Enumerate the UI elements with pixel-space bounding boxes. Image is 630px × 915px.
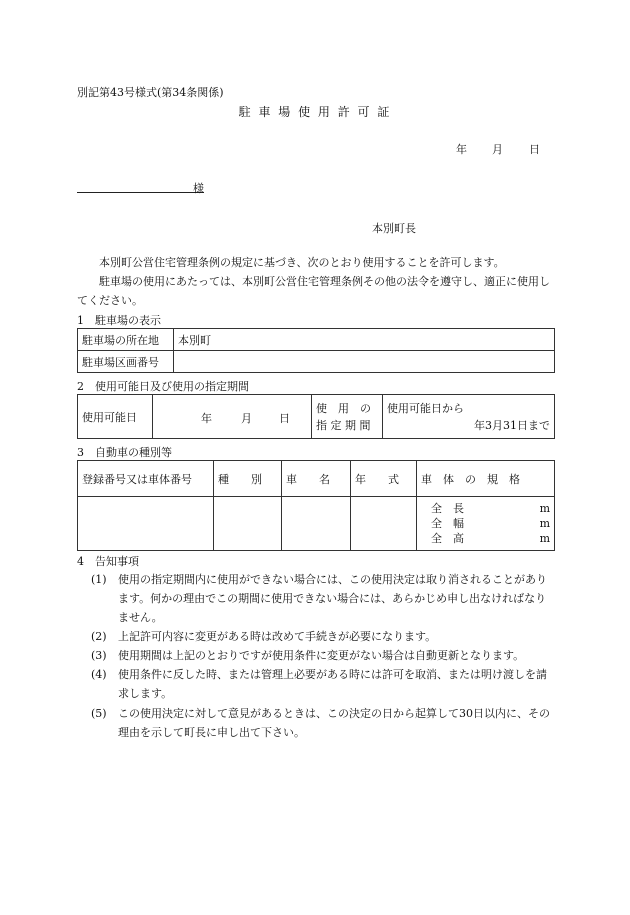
dimension-length: 全 長 m <box>431 502 550 515</box>
start-day: 日 <box>279 411 290 425</box>
form-reference: 別記第43号様式(第34条関係) <box>77 86 224 99</box>
section1-heading: 1 駐車場の表示 <box>77 314 161 327</box>
start-year: 年 <box>201 411 212 425</box>
notice-item-number: (3) <box>91 649 107 662</box>
header-car-name: 車 名 <box>282 461 351 497</box>
date-year: 年 <box>456 143 467 156</box>
notice-item-3 <box>91 646 556 665</box>
notice-item-number: (1) <box>91 573 107 586</box>
start-date-label: 使用可能日 <box>78 395 153 439</box>
period-label <box>312 395 383 439</box>
header-model-year: 年 式 <box>351 461 417 497</box>
registration-number-cell <box>78 497 214 551</box>
period-value-line1: 使用可能日から <box>387 401 464 415</box>
notice-item-number: (4) <box>91 668 107 681</box>
usage-period-table <box>77 394 555 439</box>
header-registration-number: 登録番号又は車体番号 <box>78 461 214 497</box>
date-month: 月 <box>492 143 503 156</box>
notice-item-text: この使用決定に対して意見があるときは、この決定の日から起算して30日以内に、その理由を示して町長に申し出て下さい。 <box>118 707 550 739</box>
notice-item-text: 使用条件に反した時、または管理上必要がある時には許可を取消、または明け渡しを請求します。 <box>118 668 547 700</box>
dimension-height: 全 高 m <box>431 532 550 545</box>
location-value: 本別町 <box>174 329 555 351</box>
model-year-cell <box>351 497 417 551</box>
vehicle-table <box>77 460 555 551</box>
header-type: 種 別 <box>214 461 282 497</box>
lot-number-value <box>174 351 555 373</box>
dimension-width: 全 幅 m <box>431 517 550 530</box>
dimensions-cell <box>417 497 555 551</box>
notice-item-1 <box>91 570 556 627</box>
section2-heading: 2 使用可能日及び使用の指定期間 <box>77 380 249 393</box>
notice-item-text: 上記許可内容に変更がある時は改めて手続きが必要になります。 <box>118 630 437 643</box>
lot-number-label: 駐車場区画番号 <box>78 351 174 373</box>
notice-item-text: 使用の指定期間内に使用ができない場合には、この使用決定は取り消されることがあります。何かの理由でこの期間に使用できない場合には、あらかじめ申し出なければなりません。 <box>118 573 547 624</box>
notice-item-text: 使用期間は上記のとおりですが使用条件に変更がない場合は自動更新となります。 <box>118 649 525 662</box>
header-vehicle-dimensions: 車 体 の 規 格 <box>417 461 555 497</box>
period-label-line1: 使 用 の <box>316 401 371 415</box>
notice-item-number: (2) <box>91 630 107 643</box>
notice-item-5 <box>91 704 556 742</box>
issuer: 本別町長 <box>372 222 416 235</box>
parking-location-table <box>77 328 555 373</box>
body-paragraph-2: 駐車場の使用にあたっては、本別町公営住宅管理条例その他の法令を遵守し、適正に使用してください。 <box>77 275 550 307</box>
document-title: 駐 車 場 使 用 許 可 証 <box>238 105 392 119</box>
section3-heading: 3 自動車の種別等 <box>77 446 172 459</box>
period-value-line2: 年3月31日まで <box>474 418 550 432</box>
notice-item-2 <box>91 627 556 646</box>
addressee-suffix: 様 <box>193 182 204 195</box>
car-name-cell <box>282 497 351 551</box>
body-paragraph-1: 本別町公営住宅管理条例の規定に基づき、次のとおり使用することを許可します。 <box>99 256 505 269</box>
notice-item-4 <box>91 665 556 703</box>
start-month: 月 <box>241 411 252 425</box>
addressee-line <box>77 192 204 193</box>
location-label: 駐車場の所在地 <box>78 329 174 351</box>
period-value <box>383 395 555 439</box>
start-date-value <box>153 395 312 439</box>
notice-item-number: (5) <box>91 707 107 720</box>
type-cell <box>214 497 282 551</box>
period-label-line2: 指 定 期 間 <box>316 418 371 432</box>
date-day: 日 <box>529 143 540 156</box>
section4-heading: 4 告知事項 <box>77 555 139 568</box>
